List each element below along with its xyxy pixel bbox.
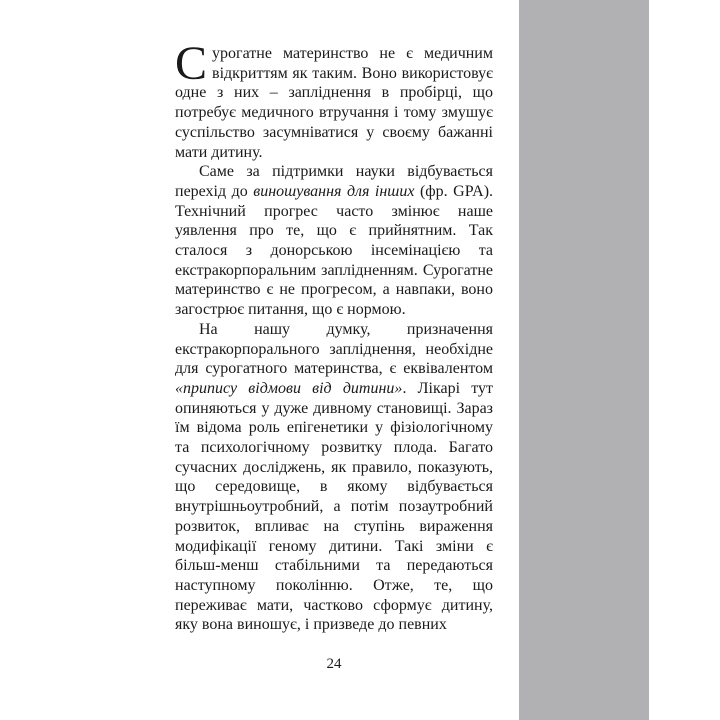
paragraph-text: (фр. GPA). Технічний прогрес часто змінює наше уявлення про те, що є прийнятним. Так сталося з донорською інсемінацією та екстракорпоральним заплідненням. Сурогатне материнство є не прогресом, а навпаки, воно загострює питання, що є нормою. (175, 182, 494, 319)
paragraph-text: . Лікарі тут опиняються у дуже дивному становищі. Зараз їм відома роль епігенетики у фізіологічному та психологічному розвитку плода. Багато сучасних досліджень, як правило, показують, що середовище, в якому відбувається внутрішньоутробний, а потім позаутробний розвиток, впливає на ступінь вираження модифікації геному дитини. Такі зміни є більш-менш стабільними та передаються наступному поколінню. Отже, те, що переживає мати, частково сформує дитину, яку вона виношує, і призведе до певних (175, 379, 493, 634)
paragraph (175, 320, 493, 635)
page-number: 24 (326, 656, 342, 672)
side-strip (519, 0, 649, 720)
paragraph-text: урогатне материнство не є медичним відкриттям як таким. Воно використовує одне з них – запліднення в пробірці, що потребує медичного втручання і тому змушує суспільство засумніватися у своєму бажанні мати дитину. (175, 45, 493, 161)
paragraph-text-italic: «припису відмови від дитини» (175, 379, 403, 397)
paragraph (175, 37, 493, 162)
paragraph-text-italic: виношування для інших (253, 182, 415, 200)
paragraph-text: На нашу думку, призначення екстракорпорального запліднення, необхідне для сурогатного материнства, є еквівалентом (175, 320, 493, 378)
text-column (175, 37, 494, 635)
paragraph-text: Саме за підтримки науки відбувається перехід до (175, 163, 493, 200)
drop-cap: С (175, 37, 208, 90)
paragraph (175, 162, 493, 320)
